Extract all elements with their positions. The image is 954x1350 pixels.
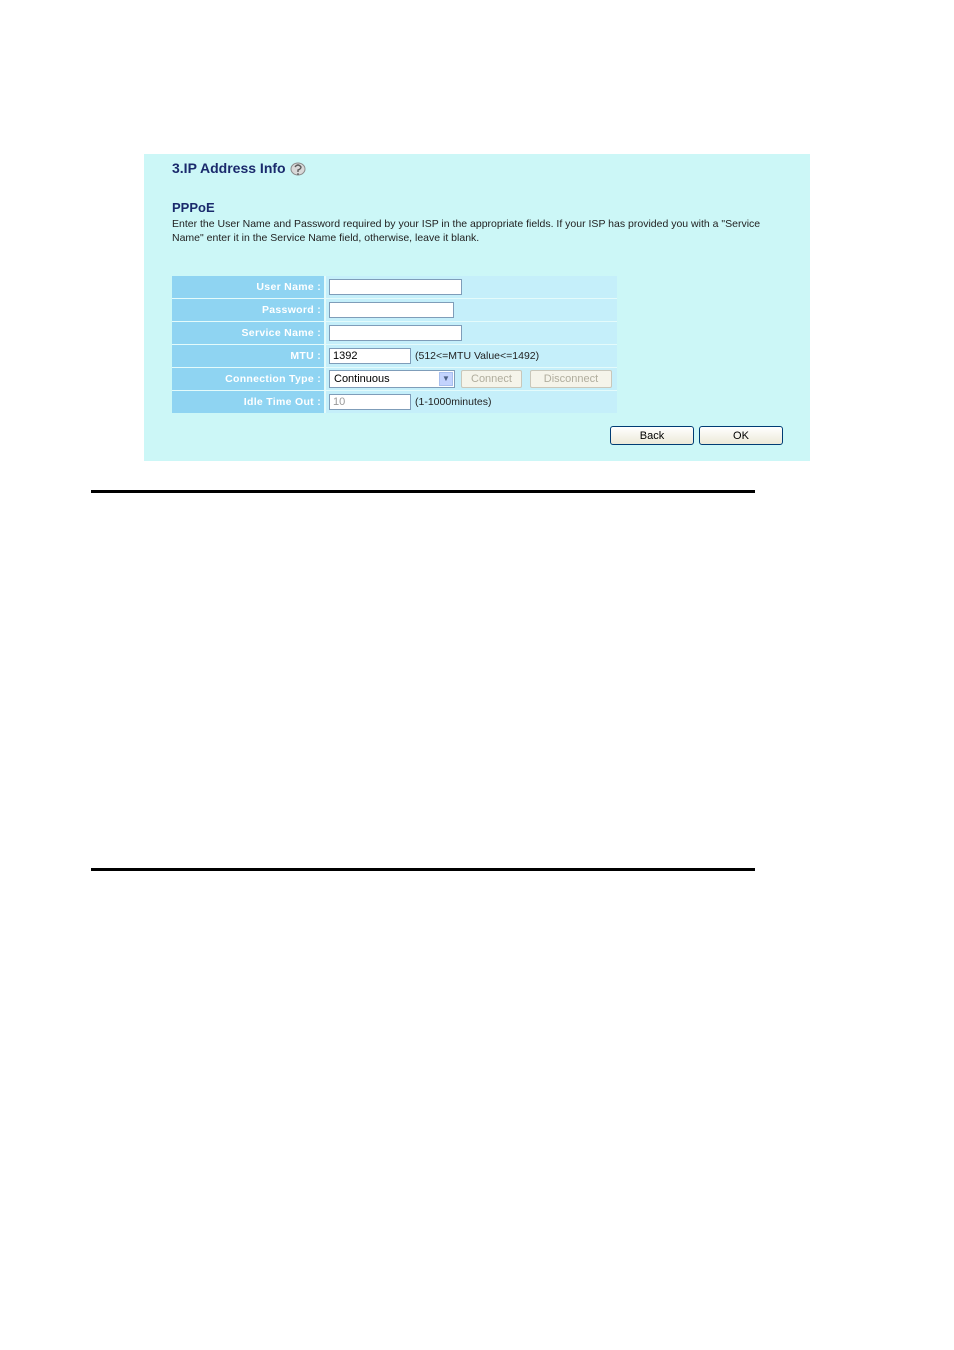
password-row (172, 299, 617, 322)
password-label: Password : (172, 299, 326, 321)
password-input[interactable] (329, 302, 454, 318)
divider-bottom (91, 868, 755, 871)
idle-time-hint: (1-1000minutes) (415, 396, 492, 408)
idle-time-input[interactable] (329, 394, 411, 410)
section-title: 3.IP Address Info (172, 160, 307, 176)
service-name-row (172, 322, 617, 345)
idle-time-label: Idle Time Out : (172, 391, 326, 413)
connection-type-label: Connection Type : (172, 368, 326, 390)
connection-type-select[interactable]: Continuous ▼ (329, 370, 455, 388)
ok-button[interactable]: OK (699, 426, 783, 445)
service-name-input[interactable] (329, 325, 462, 341)
connection-type-row (172, 368, 617, 391)
pppoe-description: Enter the User Name and Password required by your ISP in the appropriate fields. If your ISP has provided you with a "Service Name" enter it in the Service Name field, otherwise, leave it blank. (172, 218, 761, 244)
mtu-label: MTU : (172, 345, 326, 367)
user-name-input[interactable] (329, 279, 462, 295)
idle-time-row (172, 391, 617, 413)
mtu-input[interactable] (329, 348, 411, 364)
mtu-row (172, 345, 617, 368)
ip-address-info-panel (144, 154, 810, 461)
service-name-label: Service Name : (172, 322, 326, 344)
chevron-down-icon[interactable]: ▼ (439, 372, 453, 386)
user-name-label: User Name : (172, 276, 326, 298)
divider-top (91, 490, 755, 493)
help-icon[interactable] (290, 161, 307, 176)
disconnect-button[interactable]: Disconnect (530, 370, 612, 388)
user-name-row (172, 276, 617, 299)
back-button[interactable]: Back (610, 426, 694, 445)
connect-button[interactable]: Connect (461, 370, 522, 388)
pppoe-form (172, 276, 617, 413)
pppoe-subtitle: PPPoE (172, 200, 215, 215)
mtu-hint: (512<=MTU Value<=1492) (415, 350, 540, 362)
